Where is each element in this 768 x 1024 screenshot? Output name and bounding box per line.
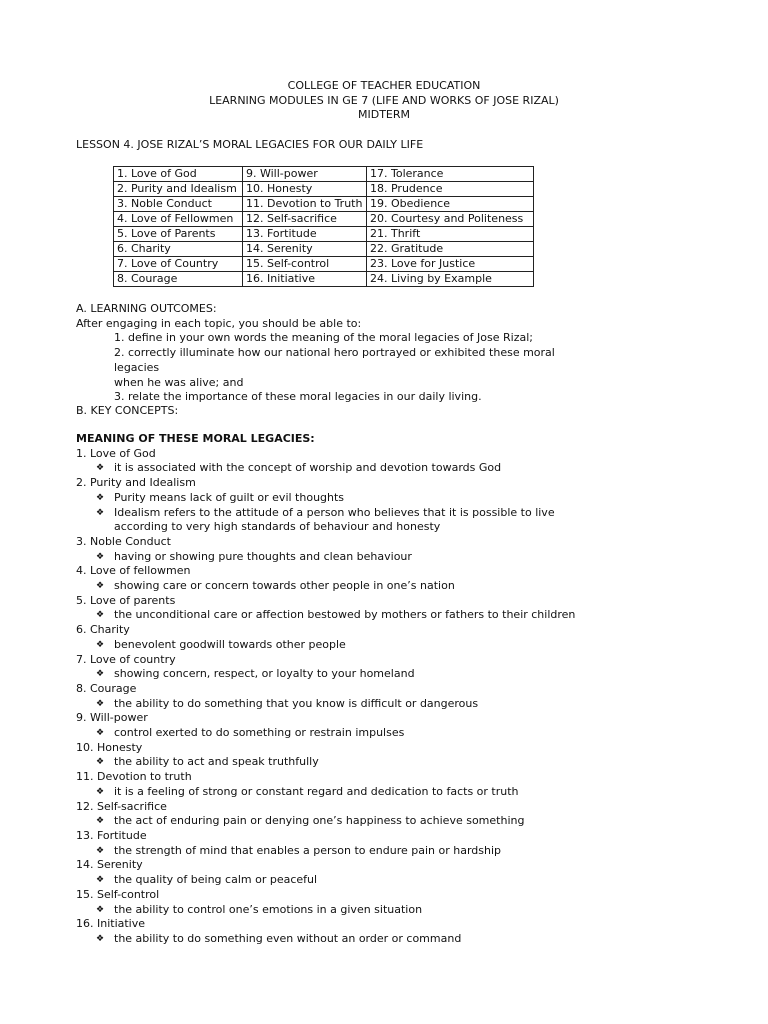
- table-row: [114, 272, 534, 287]
- diamond-bullet-icon: ❖: [96, 904, 105, 915]
- diamond-bullet-icon: ❖: [96, 507, 105, 518]
- definition-text: the quality of being calm or peaceful: [114, 873, 318, 887]
- diamond-bullet-icon: ❖: [96, 551, 105, 562]
- legacy-definition: [76, 506, 676, 521]
- diamond-bullet-icon: ❖: [96, 875, 105, 886]
- outcome-item: 3. relate the importance of these moral legacies in our daily living.: [114, 390, 482, 404]
- legacy-title: 15. Self-control: [76, 887, 160, 901]
- table-cell: 13. Fortitude: [243, 227, 367, 242]
- table-cell: 5. Love of Parents: [114, 227, 243, 242]
- legacy-definition: [76, 873, 676, 888]
- legacy-title: 9. Will-power: [76, 711, 148, 725]
- table-cell: 17. Tolerance: [367, 167, 534, 182]
- legacy-title: 5. Love of parents: [76, 593, 176, 607]
- legacy-definition: [76, 814, 676, 829]
- legacy-definition: [76, 726, 676, 741]
- diamond-bullet-icon: ❖: [96, 933, 105, 944]
- outcome-item: 2. correctly illuminate how our national hero portrayed or exhibited these moral legacies: [114, 346, 555, 374]
- diamond-bullet-icon: ❖: [96, 698, 105, 709]
- table-row: [114, 197, 534, 212]
- legacy-title: 16. Initiative: [76, 917, 146, 931]
- diamond-bullet-icon: ❖: [96, 581, 105, 592]
- definition-text: control exerted to do something or restrain impulses: [114, 726, 405, 740]
- meanings-heading: MEANING OF THESE MORAL LEGACIES:: [76, 432, 315, 445]
- diamond-bullet-icon: ❖: [96, 816, 105, 827]
- table-cell: 6. Charity: [114, 242, 243, 257]
- table-cell: 19. Obedience: [367, 197, 534, 212]
- diamond-bullet-icon: ❖: [96, 669, 105, 680]
- diamond-bullet-icon: ❖: [96, 639, 105, 650]
- legacy-title: 12. Self-sacrifice: [76, 799, 167, 813]
- table-row: [114, 227, 534, 242]
- table-cell: 10. Honesty: [243, 182, 367, 197]
- definition-text: the act of enduring pain or denying one’s happiness to achieve something: [114, 814, 525, 828]
- legacies-table: [113, 166, 534, 287]
- legacy-definition-continuation: according to very high standards of behaviour and honesty: [114, 520, 441, 534]
- legacy-definition: [76, 608, 676, 623]
- table-cell: 24. Living by Example: [367, 272, 534, 287]
- legacies-table-body: [114, 167, 534, 287]
- definition-text: benevolent goodwill towards other people: [114, 637, 346, 651]
- legacy-definition: [76, 903, 676, 918]
- table-cell: 1. Love of God: [114, 167, 243, 182]
- header-college: COLLEGE OF TEACHER EDUCATION: [287, 79, 481, 92]
- legacy-title: 14. Serenity: [76, 858, 143, 872]
- table-row: [114, 257, 534, 272]
- legacy-definition: [76, 785, 676, 800]
- legacy-definition: [76, 697, 676, 712]
- diamond-bullet-icon: ❖: [96, 463, 105, 474]
- table-cell: 7. Love of Country: [114, 257, 243, 272]
- table-cell: 21. Thrift: [367, 227, 534, 242]
- legacy-definition: [76, 667, 676, 682]
- definition-text: having or showing pure thoughts and clean behaviour: [114, 549, 412, 563]
- table-cell: 20. Courtesy and Politeness: [367, 212, 534, 227]
- table-cell: 23. Love for Justice: [367, 257, 534, 272]
- table-cell: 8. Courage: [114, 272, 243, 287]
- definition-text: it is associated with the concept of worship and devotion towards God: [114, 461, 502, 475]
- definition-text: the ability to do something that you know is difficult or dangerous: [114, 696, 479, 710]
- definition-text: showing concern, respect, or loyalty to your homeland: [114, 667, 415, 681]
- legacy-definition: [76, 491, 676, 506]
- legacy-title: 4. Love of fellowmen: [76, 564, 191, 578]
- legacy-title: 3. Noble Conduct: [76, 534, 171, 548]
- table-row: [114, 182, 534, 197]
- legacy-definition: [76, 755, 676, 770]
- table-cell: 3. Noble Conduct: [114, 197, 243, 212]
- definition-text: the ability to do something even without an order or command: [114, 931, 462, 945]
- legacy-title: 8. Courage: [76, 681, 137, 695]
- learning-outcomes-heading: A. LEARNING OUTCOMES:: [76, 302, 217, 315]
- learning-outcomes-intro: After engaging in each topic, you should be able to:: [76, 316, 362, 330]
- meanings-section: [76, 432, 676, 947]
- legacy-title: 6. Charity: [76, 623, 130, 637]
- table-cell: 9. Will-power: [243, 167, 367, 182]
- diamond-bullet-icon: ❖: [96, 786, 105, 797]
- outcome-item-continuation: when he was alive; and: [114, 375, 244, 389]
- table-cell: 16. Initiative: [243, 272, 367, 287]
- legacy-title: 11. Devotion to truth: [76, 770, 192, 784]
- legacy-title: 7. Love of country: [76, 652, 176, 666]
- definition-text: the strength of mind that enables a person to endure pain or hardship: [114, 843, 502, 857]
- legacy-title: 2. Purity and Idealism: [76, 476, 196, 490]
- diamond-bullet-icon: ❖: [96, 728, 105, 739]
- table-row: [114, 212, 534, 227]
- definition-text: Idealism refers to the attitude of a person who believes that it is possible to live: [114, 505, 555, 519]
- diamond-bullet-icon: ❖: [96, 492, 105, 503]
- legacy-title: 1. Love of God: [76, 446, 156, 460]
- legacy-title: 10. Honesty: [76, 740, 143, 754]
- legacy-definition: [76, 638, 676, 653]
- table-cell: 2. Purity and Idealism: [114, 182, 243, 197]
- header-module: LEARNING MODULES IN GE 7 (LIFE AND WORKS OF JOSE RIZAL): [209, 93, 559, 107]
- legacy-definition: [76, 579, 676, 594]
- legacy-definition: [76, 461, 676, 476]
- lesson-title: LESSON 4. JOSE RIZAL’S MORAL LEGACIES FOR OUR DAILY LIFE: [76, 138, 424, 151]
- table-cell: 15. Self-control: [243, 257, 367, 272]
- diamond-bullet-icon: ❖: [96, 610, 105, 621]
- learning-outcomes-section: [76, 302, 596, 405]
- legacy-title: 13. Fortitude: [76, 828, 147, 842]
- definition-text: showing care or concern towards other people in one’s nation: [114, 579, 455, 593]
- definition-text: Purity means lack of guilt or evil thoughts: [114, 490, 345, 504]
- key-concepts-heading: B. KEY CONCEPTS:: [76, 404, 179, 417]
- table-cell: 4. Love of Fellowmen: [114, 212, 243, 227]
- table-row: [114, 167, 534, 182]
- outcome-item: 1. define in your own words the meaning of the moral legacies of Jose Rizal;: [114, 331, 533, 345]
- document-header: [0, 79, 768, 123]
- legacy-definition: [76, 550, 676, 565]
- header-term: MIDTERM: [357, 108, 410, 122]
- table-cell: 12. Self-sacrifice: [243, 212, 367, 227]
- definition-text: it is a feeling of strong or constant regard and dedication to facts or truth: [114, 784, 519, 798]
- table-cell: 22. Gratitude: [367, 242, 534, 257]
- definition-text: the unconditional care or affection bestowed by mothers or fathers to their children: [114, 608, 576, 622]
- table-cell: 18. Prudence: [367, 182, 534, 197]
- table-cell: 14. Serenity: [243, 242, 367, 257]
- diamond-bullet-icon: ❖: [96, 845, 105, 856]
- legacy-definition: [76, 844, 676, 859]
- table-cell: 11. Devotion to Truth: [243, 197, 367, 212]
- legacy-definition: [76, 932, 676, 947]
- definition-text: the ability to act and speak truthfully: [114, 755, 319, 769]
- definition-text: the ability to control one’s emotions in a given situation: [114, 902, 423, 916]
- diamond-bullet-icon: ❖: [96, 757, 105, 768]
- table-row: [114, 242, 534, 257]
